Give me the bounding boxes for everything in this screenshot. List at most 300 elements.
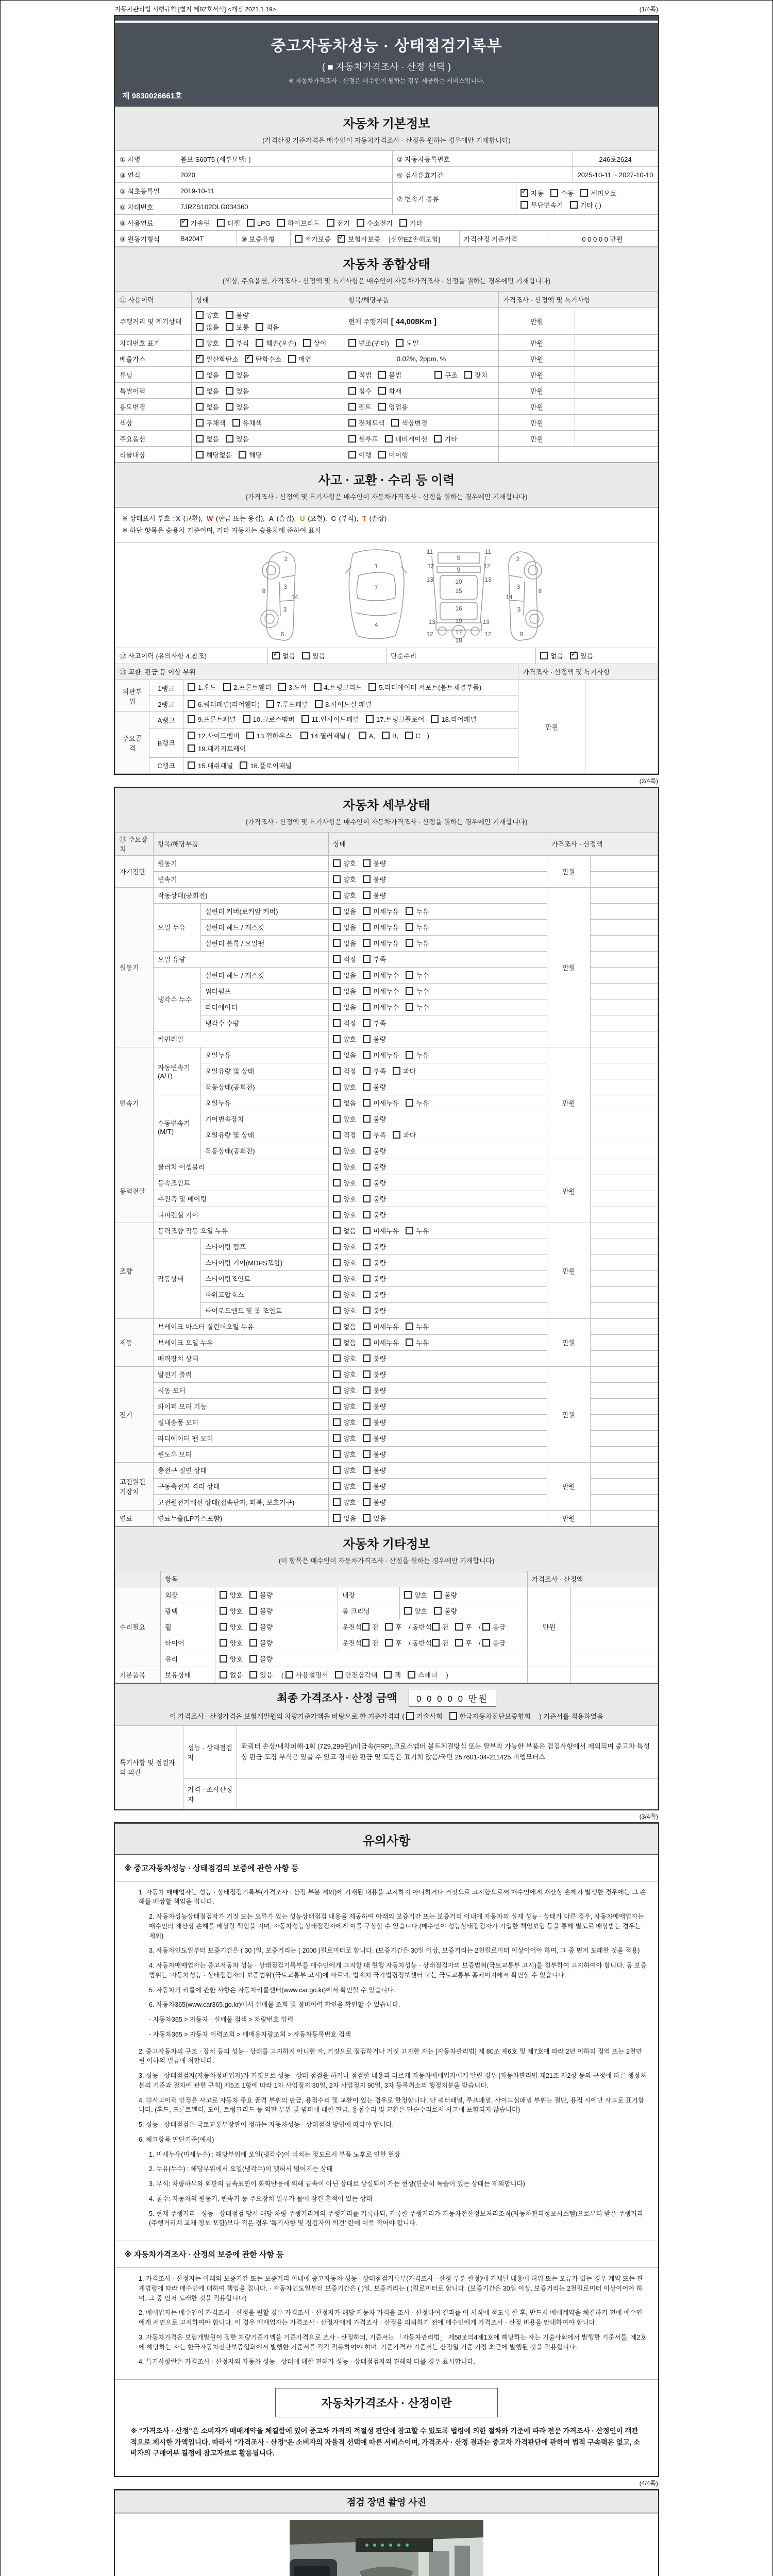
checkbox-option[interactable] [378, 386, 401, 396]
checkbox[interactable] [363, 875, 371, 883]
checkbox-option[interactable] [449, 1711, 531, 1721]
checkbox[interactable] [406, 1712, 414, 1720]
checkbox-option[interactable] [249, 1622, 273, 1632]
checkbox[interactable] [540, 652, 548, 659]
checkbox[interactable] [363, 1434, 371, 1442]
checkbox-option[interactable] [226, 434, 249, 444]
checkbox[interactable] [363, 1370, 371, 1378]
checkbox[interactable] [226, 387, 233, 395]
checkbox-option[interactable] [363, 874, 386, 884]
checkbox[interactable] [223, 683, 231, 691]
checkbox[interactable] [363, 1402, 371, 1410]
checkbox-option[interactable] [196, 354, 239, 364]
checkbox-option[interactable] [406, 1337, 429, 1347]
checkbox[interactable] [464, 371, 472, 379]
checkbox[interactable] [348, 451, 356, 459]
checkbox[interactable] [363, 1195, 371, 1202]
checkbox[interactable] [382, 732, 390, 739]
checkbox-option[interactable] [406, 1002, 429, 1012]
checkbox-option[interactable] [408, 1670, 438, 1680]
checkbox-option[interactable] [363, 986, 399, 996]
checkbox[interactable] [363, 1083, 371, 1091]
checkbox-option[interactable] [188, 682, 216, 694]
checkbox-option[interactable] [406, 938, 429, 948]
checkbox[interactable] [363, 939, 371, 947]
checkbox[interactable] [302, 652, 310, 659]
checkbox-option[interactable] [180, 218, 210, 228]
checkbox[interactable] [366, 715, 374, 723]
checkbox[interactable] [363, 1163, 371, 1171]
checkbox[interactable] [348, 371, 356, 379]
checkbox[interactable] [455, 1639, 463, 1647]
checkbox-option[interactable] [378, 402, 408, 412]
checkbox-option[interactable] [348, 402, 372, 412]
checkbox-option[interactable] [333, 922, 356, 932]
checkbox[interactable] [315, 700, 323, 708]
checkbox[interactable] [408, 1671, 415, 1679]
checkbox[interactable] [363, 1243, 371, 1250]
checkbox-option[interactable] [580, 188, 616, 198]
checkbox[interactable] [405, 732, 413, 739]
checkbox[interactable] [333, 1115, 341, 1123]
checkbox[interactable] [333, 971, 341, 979]
checkbox-option[interactable] [278, 682, 307, 694]
checkbox[interactable] [570, 652, 578, 659]
checkbox-option[interactable] [249, 1638, 273, 1648]
checkbox-option[interactable] [333, 1226, 356, 1235]
checkbox-option[interactable] [333, 1210, 356, 1219]
checkbox-option[interactable] [385, 1638, 402, 1648]
checkbox[interactable] [333, 939, 341, 947]
checkbox-option[interactable] [385, 1622, 402, 1632]
checkbox-option[interactable] [396, 338, 419, 348]
checkbox-option[interactable] [333, 1433, 356, 1443]
checkbox[interactable] [348, 339, 356, 347]
checkbox-option[interactable] [333, 890, 356, 900]
checkbox[interactable] [196, 387, 204, 395]
checkbox[interactable] [406, 1051, 413, 1059]
checkbox-option[interactable] [333, 970, 356, 980]
checkbox-option[interactable] [378, 370, 401, 380]
checkbox-option[interactable] [220, 1590, 243, 1600]
checkbox[interactable] [217, 219, 225, 227]
checkbox[interactable] [335, 1671, 343, 1679]
checkbox[interactable] [196, 419, 204, 427]
checkbox-option[interactable] [249, 1670, 273, 1680]
checkbox[interactable] [378, 387, 386, 395]
checkbox-option[interactable] [363, 1098, 399, 1108]
checkbox[interactable] [226, 339, 233, 347]
checkbox-option[interactable] [406, 1098, 429, 1108]
checkbox-option[interactable] [363, 1018, 386, 1028]
checkbox[interactable] [278, 683, 286, 691]
checkbox[interactable] [188, 700, 195, 708]
checkbox[interactable] [363, 1418, 371, 1426]
checkbox[interactable] [359, 732, 366, 739]
checkbox[interactable] [240, 761, 247, 769]
checkbox-option[interactable] [188, 714, 236, 726]
checkbox-option[interactable] [196, 418, 226, 428]
checkbox[interactable] [432, 1623, 440, 1631]
checkbox-option[interactable] [406, 970, 429, 980]
checkbox[interactable] [314, 683, 322, 691]
checkbox-option[interactable] [196, 450, 232, 460]
checkbox[interactable] [363, 923, 371, 931]
checkbox[interactable] [188, 715, 195, 723]
checkbox[interactable] [363, 907, 371, 915]
checkbox[interactable] [404, 1607, 412, 1615]
checkbox-option[interactable] [362, 1622, 379, 1632]
checkbox-option[interactable] [196, 338, 219, 348]
checkbox-option[interactable] [217, 218, 240, 228]
checkbox[interactable] [333, 1227, 341, 1234]
checkbox-option[interactable] [434, 1590, 457, 1600]
checkbox-option[interactable] [393, 1066, 416, 1076]
checkbox[interactable] [363, 1466, 371, 1474]
checkbox[interactable] [406, 987, 413, 995]
checkbox-option[interactable] [362, 1638, 379, 1648]
checkbox-option[interactable] [359, 730, 375, 743]
checkbox-option[interactable] [363, 1337, 399, 1347]
checkbox-option[interactable] [333, 1306, 356, 1315]
checkbox[interactable] [333, 1035, 341, 1043]
checkbox-option[interactable] [540, 651, 563, 660]
checkbox[interactable] [363, 1291, 371, 1298]
checkbox[interactable] [333, 923, 341, 931]
checkbox-option[interactable] [363, 890, 386, 900]
checkbox[interactable] [333, 1307, 341, 1314]
checkbox[interactable] [180, 219, 188, 227]
checkbox-option[interactable] [393, 1130, 416, 1140]
checkbox-option[interactable] [333, 938, 356, 948]
checkbox[interactable] [220, 1607, 227, 1615]
checkbox-option[interactable] [226, 310, 249, 320]
checkbox-option[interactable] [196, 322, 219, 332]
checkbox-option[interactable] [333, 1082, 356, 1092]
checkbox-option[interactable] [301, 714, 359, 726]
checkbox[interactable] [406, 1099, 413, 1107]
checkbox[interactable] [333, 1051, 341, 1059]
checkbox[interactable] [246, 732, 254, 739]
checkbox-option[interactable] [288, 354, 311, 364]
checkbox[interactable] [196, 339, 204, 347]
checkbox-option[interactable] [382, 730, 398, 743]
checkbox-option[interactable] [333, 1066, 356, 1076]
checkbox[interactable] [406, 1227, 413, 1234]
checkbox[interactable] [226, 323, 233, 331]
checkbox-option[interactable] [348, 418, 384, 428]
checkbox-option[interactable] [431, 714, 476, 726]
checkbox[interactable] [220, 1623, 227, 1631]
checkbox[interactable] [196, 451, 204, 459]
checkbox-option[interactable] [335, 1670, 378, 1680]
checkbox-option[interactable] [455, 1622, 472, 1632]
checkbox[interactable] [434, 1607, 442, 1615]
checkbox[interactable] [288, 355, 296, 363]
checkbox[interactable] [249, 1607, 257, 1615]
checkbox[interactable] [333, 1291, 341, 1298]
checkbox-option[interactable] [188, 730, 240, 743]
checkbox-option[interactable] [363, 970, 399, 980]
checkbox-option[interactable] [404, 1606, 427, 1616]
checkbox[interactable] [431, 715, 439, 723]
checkbox-option[interactable] [327, 218, 350, 228]
checkbox[interactable] [277, 219, 285, 227]
checkbox-option[interactable] [333, 1385, 356, 1395]
checkbox[interactable] [363, 971, 371, 979]
checkbox-option[interactable] [363, 1258, 386, 1267]
checkbox-option[interactable] [220, 1638, 243, 1648]
checkbox[interactable] [220, 1671, 227, 1679]
checkbox[interactable] [333, 907, 341, 915]
checkbox[interactable] [363, 1051, 371, 1059]
checkbox-option[interactable] [333, 1497, 356, 1507]
checkbox[interactable] [333, 1163, 341, 1171]
checkbox[interactable] [520, 201, 528, 209]
checkbox-option[interactable] [406, 922, 429, 932]
checkbox[interactable] [333, 1450, 341, 1458]
checkbox[interactable] [232, 419, 240, 427]
checkbox[interactable] [196, 403, 204, 411]
checkbox-option[interactable] [333, 874, 356, 884]
checkbox[interactable] [348, 403, 356, 411]
checkbox[interactable] [247, 219, 255, 227]
checkbox[interactable] [363, 891, 371, 899]
checkbox-option[interactable] [333, 858, 356, 868]
checkbox[interactable] [363, 1147, 371, 1155]
checkbox-option[interactable] [550, 188, 574, 198]
checkbox[interactable] [333, 1195, 341, 1202]
checkbox-option[interactable] [188, 760, 233, 770]
checkbox-option[interactable] [363, 1497, 386, 1507]
checkbox-option[interactable] [333, 1513, 356, 1523]
checkbox-option[interactable] [333, 1178, 356, 1188]
checkbox[interactable] [406, 907, 413, 915]
checkbox[interactable] [188, 732, 195, 739]
checkbox-option[interactable] [385, 434, 428, 444]
checkbox[interactable] [220, 1639, 227, 1647]
checkbox-option[interactable] [333, 1353, 356, 1363]
checkbox[interactable] [363, 987, 371, 995]
checkbox-option[interactable] [285, 1670, 328, 1680]
checkbox-option[interactable] [302, 651, 325, 660]
checkbox[interactable] [333, 859, 341, 867]
checkbox-option[interactable] [338, 234, 380, 244]
checkbox-option[interactable] [333, 1321, 356, 1331]
checkbox[interactable] [393, 1131, 400, 1139]
checkbox-option[interactable] [220, 1654, 243, 1664]
checkbox[interactable] [249, 1671, 257, 1679]
checkbox-option[interactable] [333, 1258, 356, 1267]
checkbox[interactable] [333, 1179, 341, 1187]
checkbox-option[interactable] [363, 1194, 386, 1204]
checkbox[interactable] [385, 1623, 393, 1631]
checkbox[interactable] [368, 683, 376, 691]
checkbox[interactable] [384, 1671, 392, 1679]
checkbox-option[interactable] [333, 954, 356, 964]
checkbox[interactable] [220, 1655, 227, 1663]
checkbox[interactable] [406, 1003, 413, 1011]
checkbox-option[interactable] [333, 1098, 356, 1108]
checkbox[interactable] [333, 875, 341, 883]
checkbox[interactable] [385, 1639, 393, 1647]
checkbox[interactable] [362, 1623, 369, 1631]
checkbox-option[interactable] [249, 1606, 273, 1616]
checkbox-option[interactable] [333, 1162, 356, 1172]
checkbox[interactable] [363, 1003, 371, 1011]
checkbox[interactable] [348, 387, 356, 395]
checkbox[interactable] [220, 1591, 227, 1599]
checkbox-option[interactable] [239, 450, 262, 460]
checkbox[interactable] [188, 744, 195, 752]
checkbox-option[interactable] [333, 1465, 356, 1475]
checkbox-option[interactable] [243, 714, 295, 726]
checkbox[interactable] [432, 1639, 440, 1647]
checkbox-option[interactable] [399, 218, 423, 228]
checkbox[interactable] [333, 1386, 341, 1394]
checkbox[interactable] [333, 1067, 341, 1075]
checkbox-option[interactable] [363, 858, 386, 868]
checkbox[interactable] [333, 1482, 341, 1490]
checkbox[interactable] [482, 1639, 490, 1647]
checkbox-option[interactable] [333, 1130, 356, 1140]
checkbox[interactable] [434, 1591, 442, 1599]
checkbox-option[interactable] [363, 1082, 386, 1092]
checkbox-option[interactable] [196, 402, 219, 412]
checkbox-option[interactable] [348, 338, 389, 348]
checkbox-option[interactable] [434, 370, 458, 380]
checkbox-option[interactable] [266, 699, 308, 709]
checkbox-option[interactable] [570, 651, 593, 660]
checkbox-option[interactable] [333, 1337, 356, 1347]
checkbox[interactable] [580, 189, 588, 197]
checkbox[interactable] [455, 1623, 463, 1631]
checkbox[interactable] [449, 1712, 457, 1720]
checkbox-option[interactable] [333, 1369, 356, 1379]
checkbox-option[interactable] [363, 1274, 386, 1283]
checkbox[interactable] [363, 1323, 371, 1330]
checkbox[interactable] [333, 1402, 341, 1410]
checkbox-option[interactable] [363, 1481, 386, 1491]
checkbox[interactable] [404, 1591, 412, 1599]
checkbox[interactable] [188, 761, 195, 769]
checkbox-option[interactable] [482, 1638, 506, 1648]
checkbox-option[interactable] [363, 1433, 386, 1443]
checkbox[interactable] [301, 715, 309, 723]
checkbox-option[interactable] [333, 1146, 356, 1156]
checkbox[interactable] [333, 1434, 341, 1442]
checkbox[interactable] [249, 1655, 257, 1663]
checkbox[interactable] [406, 923, 413, 931]
checkbox-option[interactable] [570, 200, 601, 210]
checkbox[interactable] [363, 1259, 371, 1266]
checkbox[interactable] [333, 1019, 341, 1027]
checkbox-option[interactable] [363, 1306, 386, 1315]
checkbox-option[interactable] [363, 1321, 399, 1331]
checkbox[interactable] [378, 451, 386, 459]
checkbox-option[interactable] [455, 1638, 472, 1648]
checkbox[interactable] [363, 955, 371, 963]
checkbox-option[interactable] [363, 1449, 386, 1459]
checkbox[interactable] [338, 235, 345, 243]
checkbox[interactable] [333, 1466, 341, 1474]
checkbox-option[interactable] [363, 1034, 386, 1044]
checkbox-option[interactable] [220, 1606, 243, 1616]
checkbox-option[interactable] [333, 906, 356, 916]
checkbox[interactable] [363, 859, 371, 867]
checkbox-option[interactable] [384, 1670, 401, 1680]
checkbox[interactable] [333, 891, 341, 899]
checkbox-option[interactable] [348, 386, 372, 396]
checkbox[interactable] [249, 1639, 257, 1647]
checkbox-option[interactable] [333, 1290, 356, 1299]
checkbox[interactable] [434, 435, 442, 443]
checkbox-option[interactable] [333, 1242, 356, 1251]
checkbox-option[interactable] [363, 1002, 399, 1012]
checkbox[interactable] [378, 403, 386, 411]
checkbox-option[interactable] [363, 922, 399, 932]
checkbox[interactable] [196, 355, 204, 363]
checkbox[interactable] [333, 1498, 341, 1506]
checkbox[interactable] [333, 1211, 341, 1218]
checkbox-option[interactable] [333, 1050, 356, 1060]
checkbox-option[interactable] [314, 682, 362, 694]
checkbox-option[interactable] [333, 986, 356, 996]
checkbox-option[interactable] [363, 1513, 386, 1523]
checkbox-option[interactable] [315, 699, 372, 709]
checkbox-option[interactable] [434, 1606, 457, 1616]
checkbox[interactable] [550, 189, 558, 197]
checkbox[interactable] [256, 339, 263, 347]
checkbox-option[interactable] [406, 1711, 442, 1721]
checkbox-option[interactable] [363, 1385, 386, 1395]
checkbox[interactable] [406, 1323, 413, 1330]
checkbox-option[interactable] [226, 402, 249, 412]
checkbox[interactable] [363, 1354, 371, 1362]
checkbox[interactable] [363, 1131, 371, 1139]
checkbox[interactable] [363, 1019, 371, 1027]
checkbox-option[interactable] [378, 450, 408, 460]
checkbox-option[interactable] [406, 906, 429, 916]
checkbox-option[interactable] [245, 354, 281, 364]
checkbox-option[interactable] [363, 1146, 386, 1156]
checkbox-option[interactable] [246, 730, 292, 743]
checkbox[interactable] [333, 1354, 341, 1362]
checkbox-option[interactable] [363, 1353, 386, 1363]
checkbox-option[interactable] [256, 338, 296, 348]
checkbox[interactable] [239, 451, 246, 459]
checkbox-option[interactable] [363, 938, 399, 948]
checkbox-option[interactable] [333, 1034, 356, 1044]
checkbox[interactable] [256, 323, 263, 331]
checkbox-option[interactable] [333, 1481, 356, 1491]
checkbox[interactable] [226, 435, 233, 443]
checkbox[interactable] [363, 1514, 371, 1522]
checkbox[interactable] [333, 1275, 341, 1282]
checkbox-option[interactable] [223, 682, 272, 694]
checkbox[interactable] [570, 201, 578, 209]
checkbox[interactable] [333, 1131, 341, 1139]
checkbox[interactable] [333, 1323, 341, 1330]
checkbox-option[interactable] [333, 1417, 356, 1427]
checkbox-option[interactable] [256, 322, 279, 332]
checkbox-option[interactable] [303, 338, 326, 348]
checkbox-option[interactable] [432, 1622, 449, 1632]
checkbox-option[interactable] [363, 1066, 386, 1076]
checkbox[interactable] [363, 1211, 371, 1218]
checkbox-option[interactable] [366, 714, 424, 726]
checkbox-option[interactable] [482, 1622, 506, 1632]
